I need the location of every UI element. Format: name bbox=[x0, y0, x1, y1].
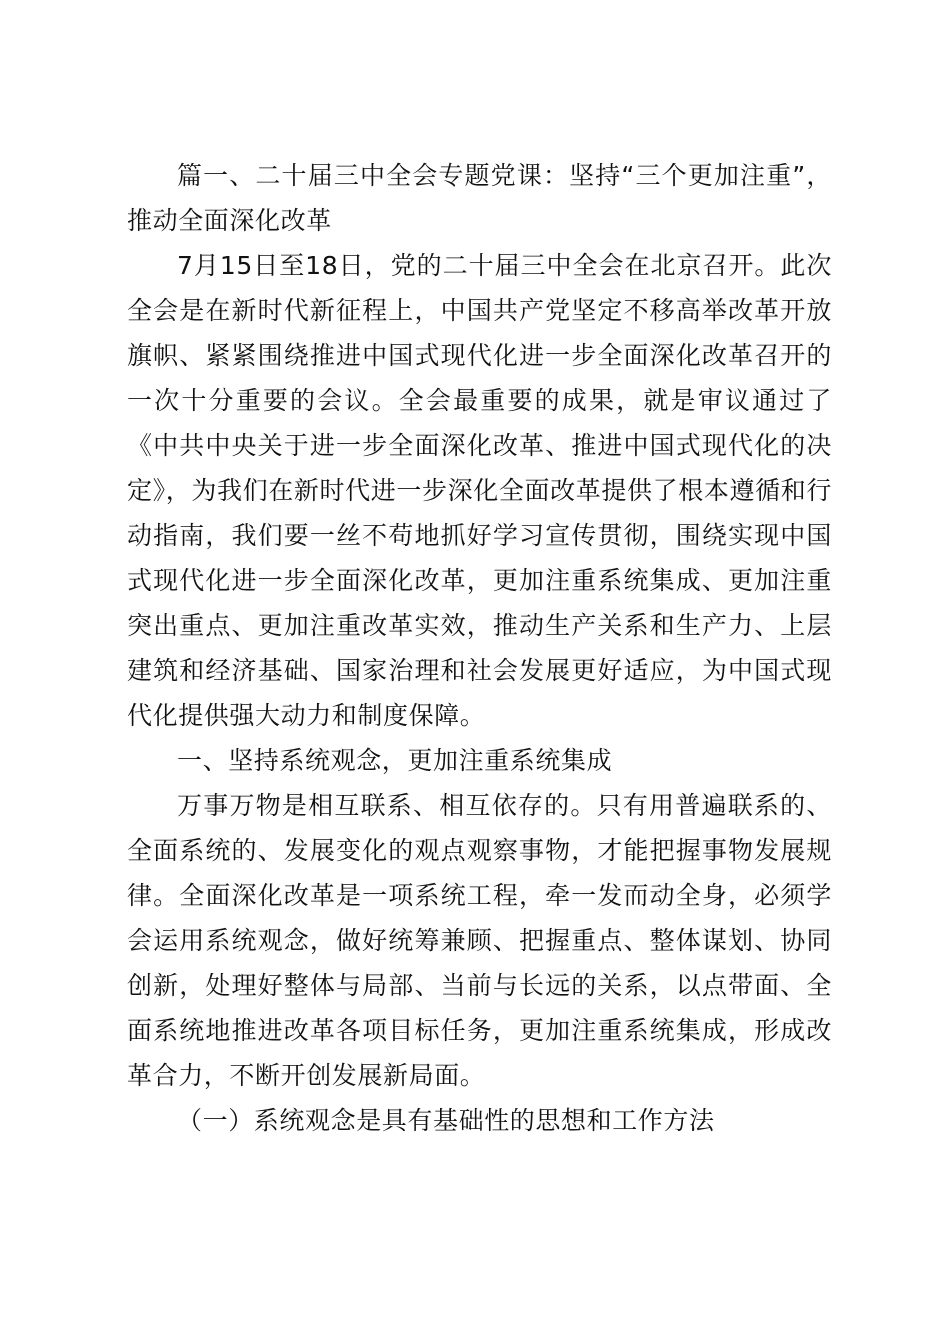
subsection-1-heading: （一）系统观念是具有基础性的思想和工作方法 bbox=[177, 1106, 715, 1135]
document-title: 篇一、二十届三中全会专题党课：坚持“三个更加注重”，推动全面深化改革 bbox=[127, 161, 832, 235]
document-body bbox=[127, 153, 832, 1143]
section-1-heading: 一、坚持系统观念，更加注重系统集成 bbox=[177, 746, 613, 775]
intro-paragraph: 7月15日至18日，党的二十届三中全会在北京召开。此次全会是在新时代新征程上，中国共产党坚定不移高举改革开放旗帜、紧紧围绕推进中国式现代化进一步全面深化改革召开的一次十分重要的会议。全会最重要的成果，就是审议通过了《中共中央关于进一步全面深化改革、推进中国式现代化的决定》，为我们在新时代进一步深化全面改革提供了根本遵循和行动指南，我们要一丝不苟地抓好学习宣传贯彻，围绕实现中国式现代化进一步全面深化改革，更加注重系统集成、更加注重突出重点、更加注重改革实效，推动生产关系和生产力、上层建筑和经济基础、国家治理和社会发展更好适应，为中国式现代化提供强大动力和制度保障。 bbox=[127, 251, 832, 730]
section-1-paragraph: 万事万物是相互联系、相互依存的。只有用普遍联系的、全面系统的、发展变化的观点观察事物，才能把握事物发展规律。全面深化改革是一项系统工程，牵一发而动全身，必须学会运用系统观念，做好统筹兼顾、把握重点、整体谋划、协同创新，处理好整体与局部、当前与长远的关系，以点带面、全面系统地推进改革各项目标任务，更加注重系统集成，形成改革合力，不断开创发展新局面。 bbox=[127, 791, 832, 1090]
